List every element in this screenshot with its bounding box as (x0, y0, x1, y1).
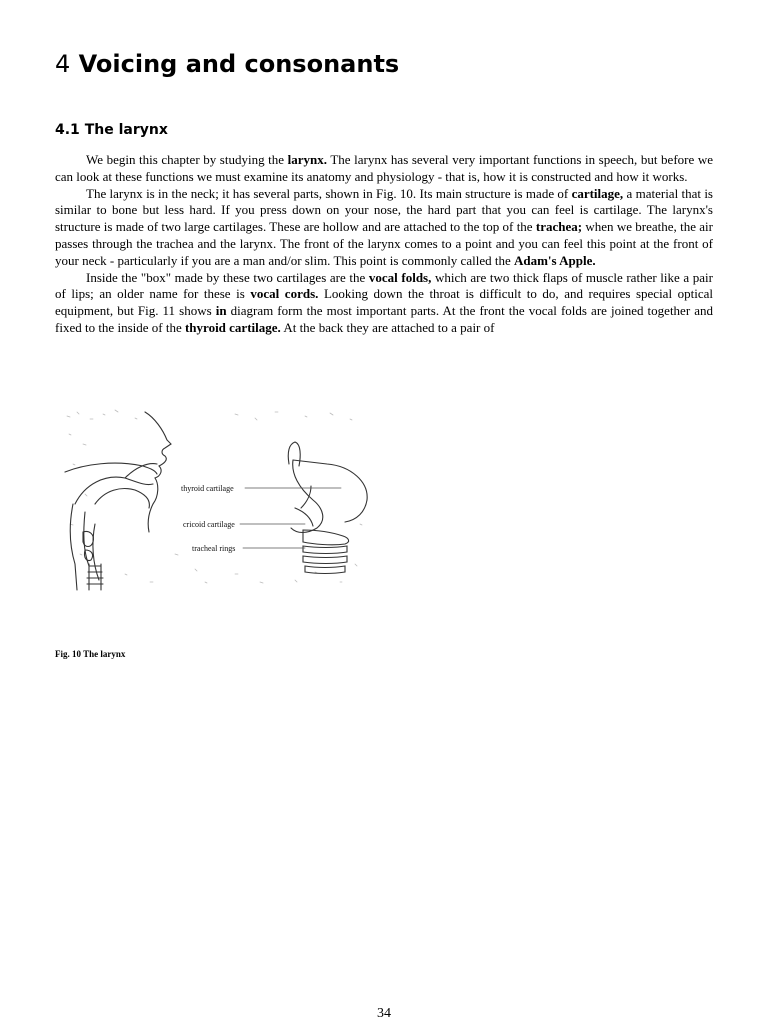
bold-term: larynx. (287, 152, 327, 167)
chapter-title-text: Voicing and consonants (78, 50, 400, 78)
section-number: 4.1 (55, 122, 80, 138)
label-thyroid-cartilage: thyroid cartilage (181, 484, 234, 493)
section-title (55, 120, 168, 140)
page-number: 34 (377, 1006, 391, 1021)
figure-caption: Fig. 10 The larynx (55, 649, 126, 659)
text-run: The larynx is in the neck; it has several parts, shown in Fig. 10. Its main structure is made of (86, 185, 572, 201)
text-run: when we breathe, the air passes through the trachea and the larynx. The front of the larynx comes to a point and you can feel this point at the front of your neck - particularly if you are a man and/or slim. This point is commonly called the (55, 219, 713, 268)
larynx-illustration (55, 404, 370, 594)
body-text (55, 152, 713, 337)
text-run: We begin this chapter by studying the (86, 152, 288, 167)
text-run: which are two thick flaps of muscle rather like a pair of lips; an older name for these is (55, 269, 713, 302)
paragraph (55, 186, 713, 270)
text-run: Looking down the throat is difficult to do, and requires special optical equipment, but Fig. 11 shows (55, 286, 713, 319)
text-run: Inside the "box" made by these two cartilages are the (86, 269, 369, 285)
bold-term: vocal cords. (250, 286, 319, 302)
text-run: At the back they are attached to a pair of (280, 319, 495, 335)
paragraph (55, 152, 713, 186)
text-run: diagram form the most important parts. At the front the vocal folds are joined together and fixed to the inside of the (55, 303, 713, 335)
bold-term: Adam's Apple. (513, 252, 596, 268)
section-title-text: The larynx (84, 122, 168, 138)
bold-term: in (215, 303, 227, 319)
label-tracheal-rings: tracheal rings (192, 544, 236, 553)
text-run: The larynx has several very important functions in speech, but before we can look at these functions we must examine its anatomy and physiology - that is, how it is constructed and how it works. (55, 152, 713, 184)
text-run: a material that is similar to bone but less hard. If you press down on your nose, the hard part that you can feel is cartilage. The larynx's structure is made of two large cartilages. These are hollow and are attached to the top of the (55, 185, 713, 235)
paragraph (55, 270, 713, 337)
chapter-number: 4 (55, 50, 71, 78)
bold-term: vocal folds, (368, 269, 432, 285)
chapter-title (55, 48, 399, 80)
label-cricoid-cartilage: cricoid cartilage (183, 520, 235, 529)
bold-term: cartilage, (571, 185, 624, 201)
larynx-figure (55, 404, 370, 594)
bold-term: thyroid cartilage. (184, 319, 281, 335)
bold-term: trachea; (535, 219, 583, 235)
